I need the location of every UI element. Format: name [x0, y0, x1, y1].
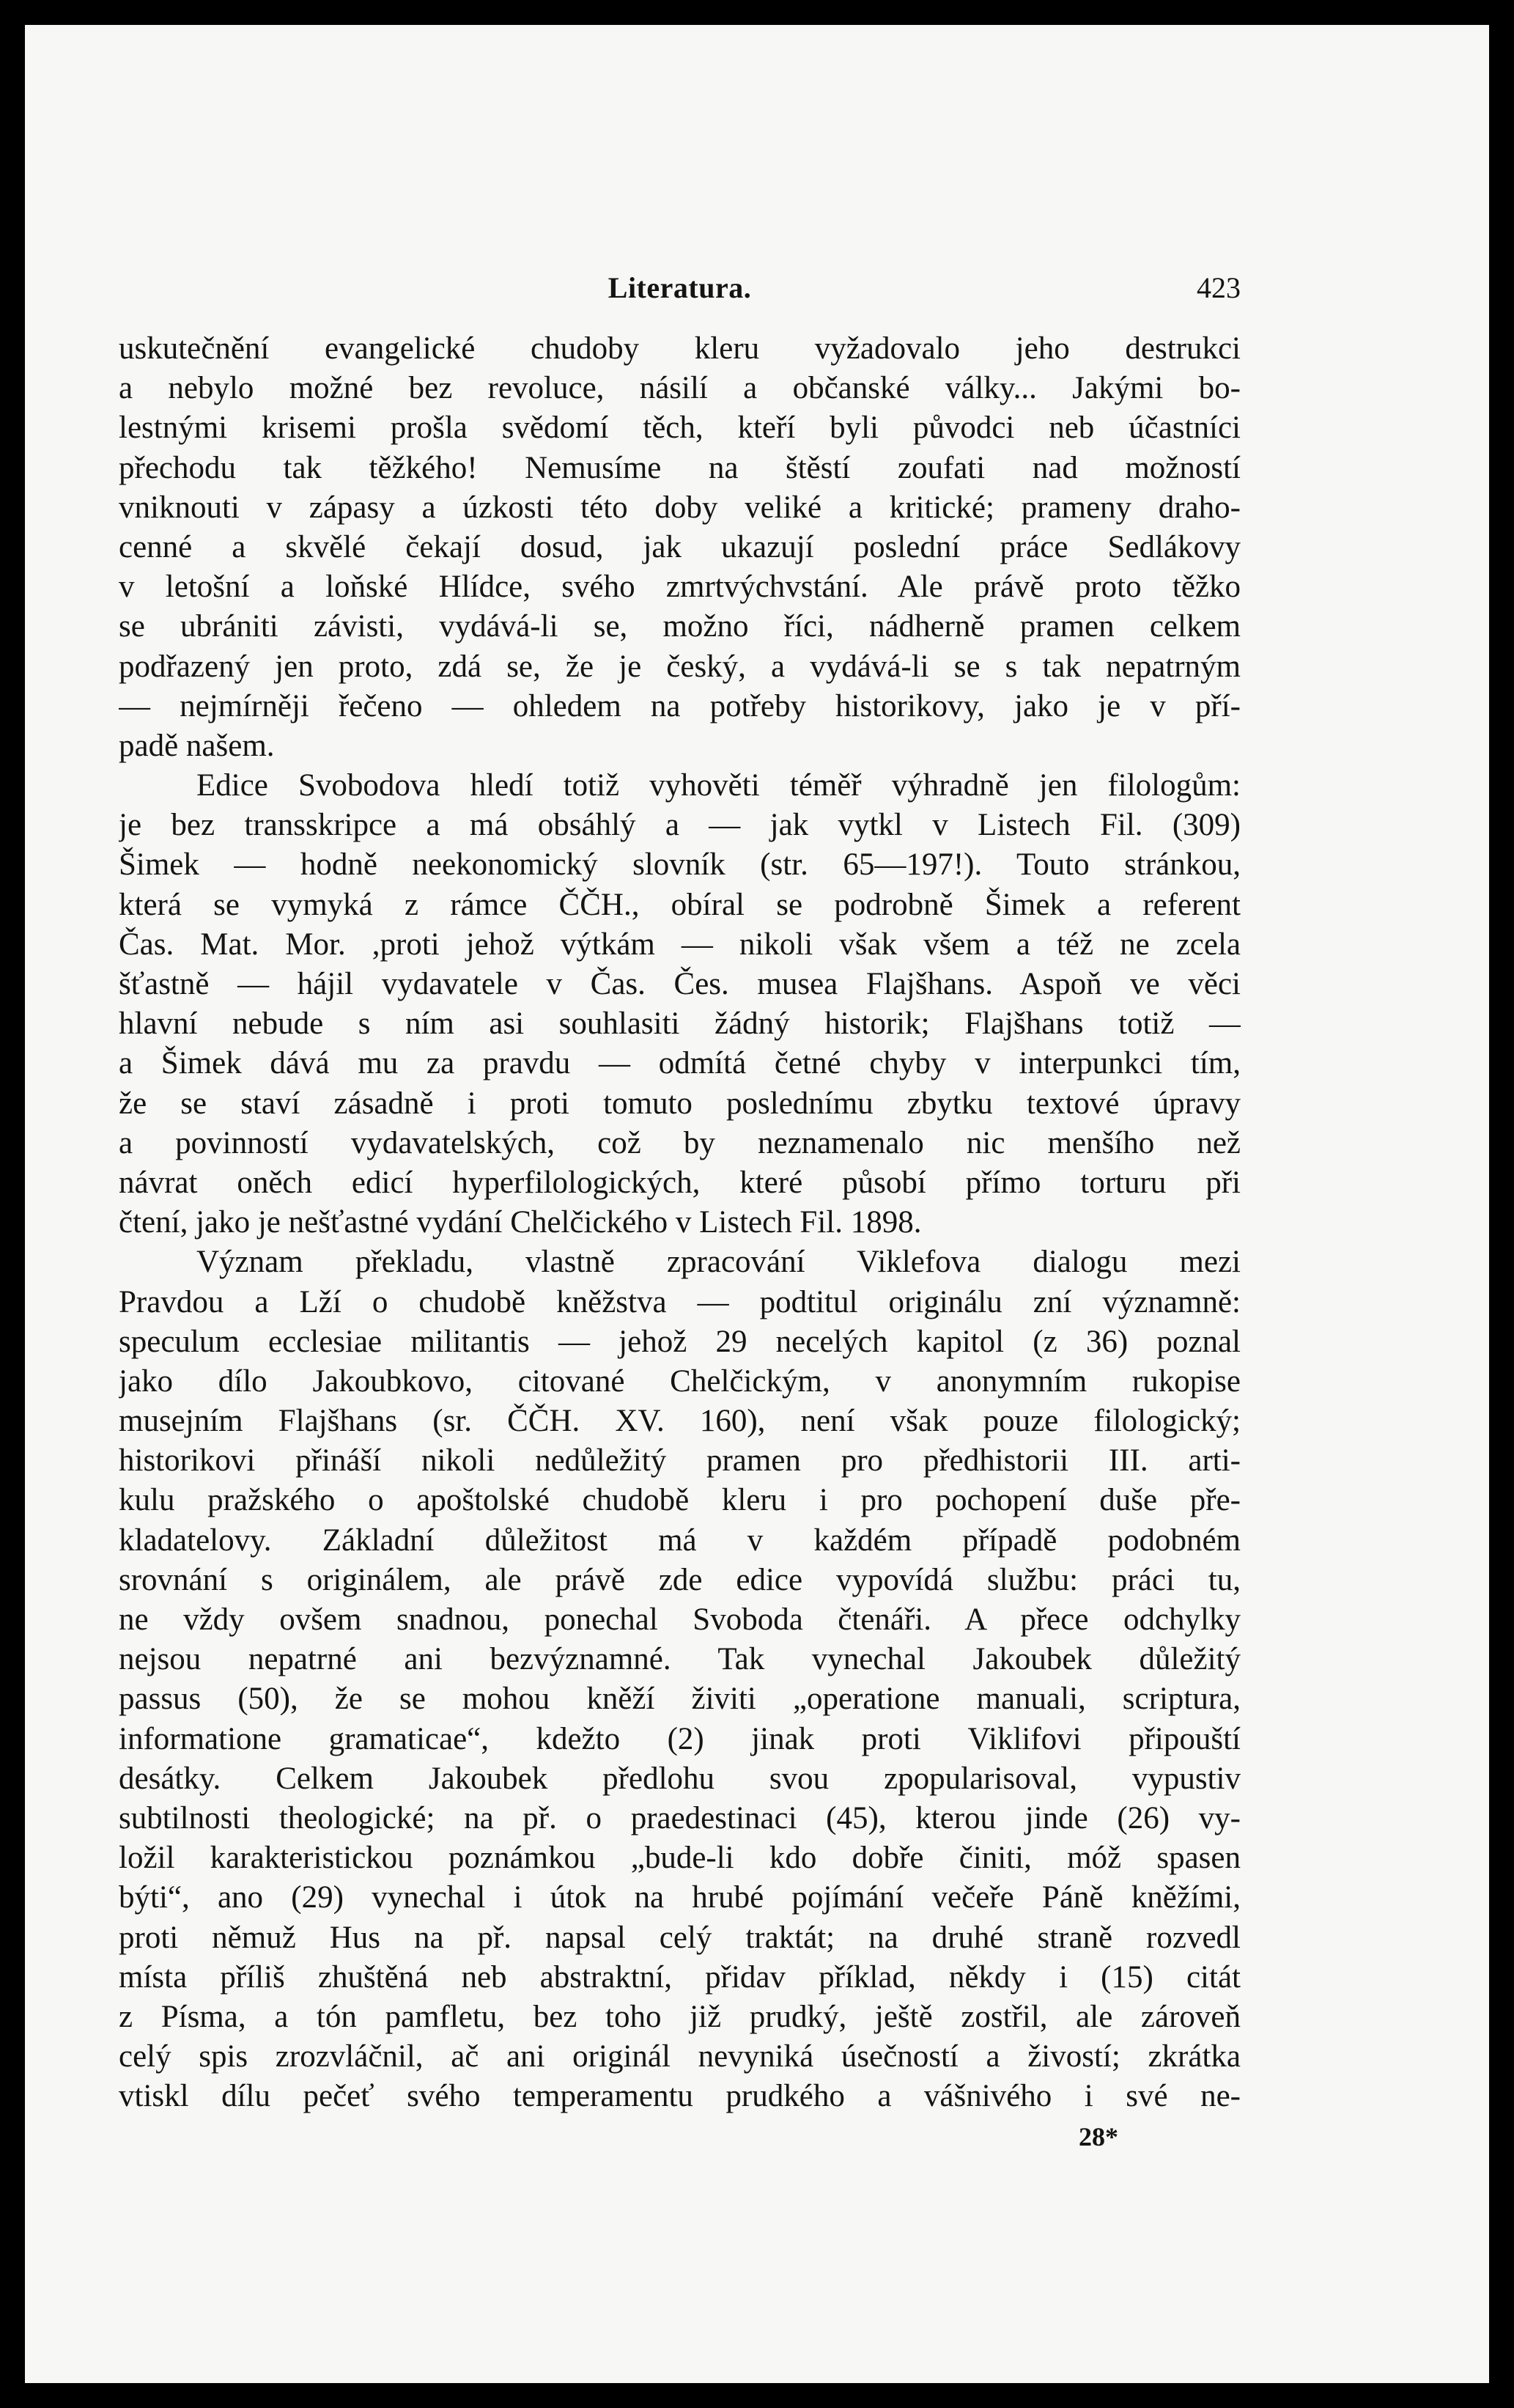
text-line: proti němuž Hus na př. napsal celý traktát; na druhé straně rozvedl [119, 1920, 1241, 1955]
running-head: Literatura. [608, 271, 752, 304]
text-line: subtilnosti theologické; na př. o praedestinaci (45), kterou jinde (26) vy- [119, 1800, 1241, 1836]
text-line: že se staví zásadně i proti tomuto poslednímu zbytku textové úpravy [119, 1086, 1241, 1121]
text-line: Význam překladu, vlastně zpracování Viklefova dialogu mezi [196, 1245, 1241, 1280]
text-line: uskutečnění evangelické chudoby kleru vyžadovalo jeho destrukci [119, 331, 1241, 366]
text-line: hlavní nebude s ním asi souhlasiti žádný historik; Flajšhans totiž — [119, 1006, 1241, 1042]
text-line: v letošní a loňské Hlídce, svého zmrtvýchvstání. Ale právě proto těžko [119, 570, 1241, 605]
text-line: a Šimek dává mu za pravdu — odmítá četné chyby v interpunkci tím, [119, 1046, 1241, 1081]
text-line: Čas. Mat. Mor. ,proti jehož výtkám — nikoli však všem a též ne zcela [119, 927, 1241, 962]
text-line: která se vymyká z rámce ČČH., obíral se podrobně Šimek a referent [119, 887, 1241, 922]
text-line: desátky. Celkem Jakoubek předlohu svou zpopularisoval, vypustiv [119, 1761, 1241, 1796]
text-line: srovnání s originálem, ale právě zde edice vypovídá službu: práci tu, [119, 1562, 1241, 1597]
text-line: býti“, ano (29) vynechal i útok na hrubé pojímání večeře Páně kněžími, [119, 1880, 1241, 1915]
text-line: vniknouti v zápasy a úzkosti této doby veliké a kritické; prameny draho- [119, 490, 1241, 525]
text-line: lestnými krisemi prošla svědomí těch, kteří byli původci neb účastníci [119, 410, 1241, 446]
text-line: celý spis zrozvláčnil, ač ani originál nevyniká úsečností a živostí; zkrátka [119, 2039, 1241, 2074]
text-line: návrat oněch edicí hyperfilologických, které působí přímo torturu při [119, 1165, 1241, 1200]
book-page [25, 25, 1489, 2383]
text-line: ložil karakteristickou poznámkou „bude-li kdo dobře činiti, móž spasen [119, 1841, 1241, 1876]
text-line: — nejmírněji řečeno — ohledem na potřeby historikovy, jako je v pří- [119, 688, 1241, 723]
text-line: a povinností vydavatelských, což by neznamenalo nic menšího než [119, 1125, 1241, 1160]
text-line: historikovi přináší nikoli nedůležitý pramen pro předhistorii III. arti- [119, 1443, 1241, 1479]
text-line: passus (50), že se mohou kněží živiti „operatione manuali, scriptura, [119, 1682, 1241, 1717]
text-line: musejním Flajšhans (sr. ČČH. XV. 160), není však pouze filologický; [119, 1404, 1241, 1439]
text-line: z Písma, a tón pamfletu, bez toho již prudký, ještě zostřil, ale zároveň [119, 1999, 1241, 2034]
text-line: vtiskl dílu pečeť svého temperamentu prudkého a vášnivého i své ne- [119, 2079, 1241, 2114]
text-line: a nebylo možné bez revoluce, násilí a občanské války... Jakými bo- [119, 371, 1241, 406]
text-line: se ubrániti závisti, vydává-li se, možno říci, nádherně pramen celkem [119, 609, 1241, 644]
page-number: 423 [1197, 271, 1241, 304]
text-line: ne vždy ovšem snadnou, ponechal Svoboda čtenáři. A přece odchylky [119, 1602, 1241, 1637]
body-text [119, 329, 1241, 2116]
text-line: šťastně — hájil vydavatele v Čas. Čes. musea Flajšhans. Aspoň ve věci [119, 967, 1241, 1001]
text-line: jako dílo Jakoubkovo, citované Chelčickým, v anonymním rukopise [119, 1363, 1241, 1399]
text-line: padě našem. [119, 728, 275, 763]
text-line: cenné a skvělé čekají dosud, jak ukazují poslední práce Sedlákovy [119, 529, 1241, 564]
text-line: místa příliš zhuštěná neb abstraktní, přidav příklad, někdy i (15) citát [119, 1959, 1241, 1995]
text-line: informatione gramaticae“, kdežto (2) jinak proti Viklifovi připouští [119, 1721, 1241, 1756]
text-line: je bez transskripce a má obsáhlý a — jak vytkl v Listech Fil. (309) [119, 808, 1241, 843]
text-line: podřazený jen proto, zdá se, že je český, a vydává-li se s tak nepatrným [119, 649, 1241, 684]
text-line: přechodu tak těžkého! Nemusíme na štěstí zoufati nad možností [119, 450, 1241, 485]
text-line: Šimek — hodně neekonomický slovník (str. 65—197!). Touto stránkou, [119, 847, 1241, 883]
signature-mark: 28* [1079, 2122, 1118, 2151]
text-line: Pravdou a Lží o chudobě kněžstva — podtitul originálu zní významně: [119, 1284, 1241, 1319]
text-line: nejsou nepatrné ani bezvýznamné. Tak vynechal Jakoubek důležitý [119, 1642, 1241, 1677]
text-line: kulu pražského o apoštolské chudobě kleru i pro pochopení duše pře- [119, 1483, 1241, 1518]
text-line: speculum ecclesiae militantis — jehož 29 necelých kapitol (z 36) poznal [119, 1324, 1241, 1359]
text-line: Edice Svobodova hledí totiž vyhověti téměř výhradně jen filologům: [196, 768, 1241, 803]
text-line: kladatelovy. Základní důležitost má v každém případě podobném [119, 1523, 1241, 1558]
text-line: čtení, jako je nešťastné vydání Chelčického v Listech Fil. 1898. [119, 1205, 922, 1240]
page-header [119, 270, 1241, 314]
